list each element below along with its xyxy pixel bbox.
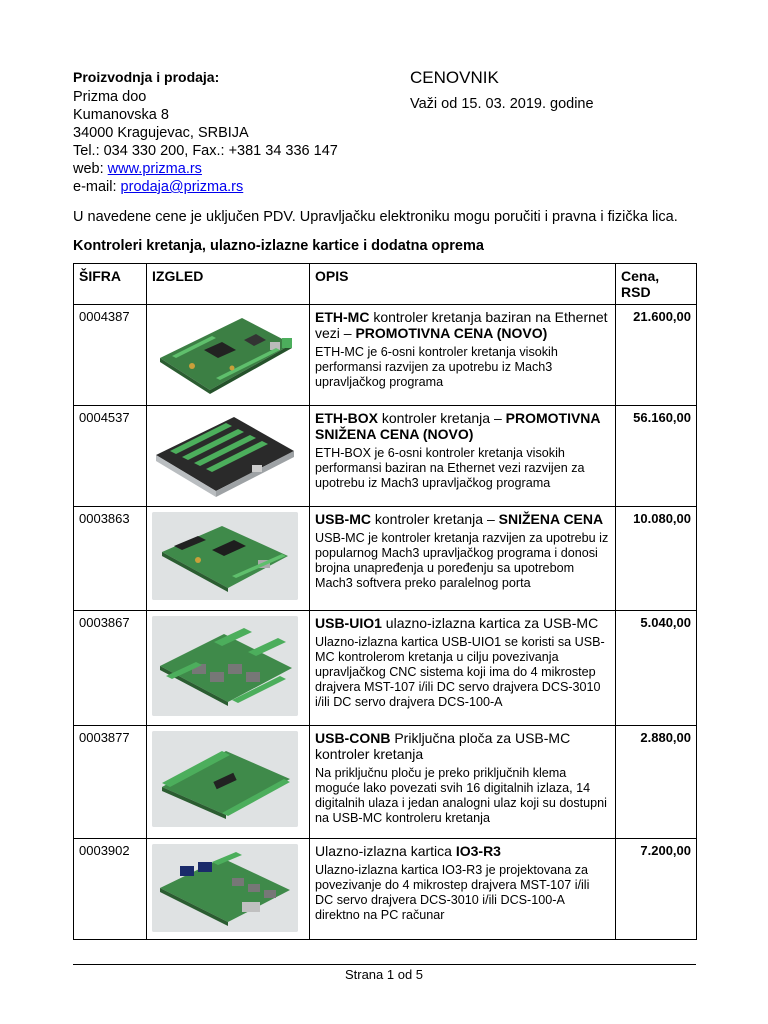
- usb-conb-board-image: [152, 731, 298, 827]
- company-info: [73, 68, 338, 196]
- table-row: [74, 611, 697, 726]
- product-price: 21.600,00: [616, 305, 697, 406]
- product-image-cell: [147, 305, 310, 406]
- product-image-cell: [147, 507, 310, 611]
- product-price: 10.080,00: [616, 507, 697, 611]
- product-code: 0004537: [74, 406, 147, 507]
- footer-divider: [73, 964, 696, 965]
- product-image-cell: [147, 839, 310, 940]
- product-desc-text: Ulazno-izlazna kartica USB-UIO1 se koristi sa USB-MC kontrolerom kretanja u cilju povezivanja upravljačkog CNC sistema koji ima do 4 mikrostep drajvera MST-107 i/ili DC servo drajvera DCS-3010 i/ili DC servo drajvera DCS-100-A: [315, 635, 605, 709]
- header-image: IZGLED: [147, 264, 310, 305]
- product-title: [315, 730, 610, 762]
- product-description: [310, 611, 616, 726]
- product-title-text: kontroler kretanja –: [378, 410, 506, 426]
- eth-mc-board-image: [152, 310, 298, 398]
- web-link[interactable]: www.prizma.rs: [107, 161, 202, 177]
- table-row: [74, 839, 697, 940]
- product-code: 0004387: [74, 305, 147, 406]
- product-description: [310, 839, 616, 940]
- product-desc-text: ETH-MC je 6-osni kontroler kretanja visokih performansi razvijen za upotrebu iz Mach3 upravljačkog programa: [315, 345, 558, 389]
- product-promo: PROMOTIVNA CENA (NOVO): [355, 325, 548, 341]
- product-image-cell: [147, 726, 310, 839]
- header-desc: OPIS: [310, 264, 616, 305]
- intro-text: U navedene cene je uključen PDV. Upravljačku elektroniku mogu poručiti i pravna i fizička lica.: [73, 209, 678, 225]
- product-description: [310, 406, 616, 507]
- product-code: 0003877: [74, 726, 147, 839]
- product-title-text: kontroler kretanja –: [371, 511, 499, 527]
- product-name: ETH-BOX: [315, 410, 378, 426]
- company-heading: Proizvodnja i prodaja:: [73, 69, 220, 85]
- io3-r3-board-image: [152, 844, 298, 932]
- pricelist-valid-date: Važi od 15. 03. 2019. godine: [410, 96, 594, 112]
- company-city: 34000 Kragujevac, SRBIJA: [73, 125, 249, 141]
- company-street: Kumanovska 8: [73, 107, 169, 123]
- product-price: 56.160,00: [616, 406, 697, 507]
- company-phone: Tel.: 034 330 200, Fax.: +381 34 336 147: [73, 143, 338, 159]
- product-title: [315, 410, 610, 442]
- product-code: 0003863: [74, 507, 147, 611]
- page-number: Strana 1 od 5: [344, 967, 424, 982]
- product-title: [315, 615, 610, 631]
- pricelist-header: [410, 67, 594, 112]
- product-promo: SNIŽENA CENA: [498, 511, 604, 527]
- product-desc-text: Ulazno-izlazna kartica IO3-R3 je projektovana za povezivanje do 4 mikrostep drajvera MST-107 i/ili DC servo drajvera DCS-3010 i/ili DCS-100-A direktno na PC računar: [315, 863, 590, 922]
- product-description: [310, 305, 616, 406]
- product-title-text: Priključna ploča za USB-MC kontroler kretanja: [315, 730, 571, 762]
- product-title-text: Ulazno-izlazna kartica: [315, 843, 456, 859]
- usb-mc-board-image: [152, 512, 298, 600]
- header-price: Cena, RSD: [616, 264, 697, 305]
- product-image-cell: [147, 611, 310, 726]
- product-title: [315, 309, 610, 341]
- product-table: [73, 263, 697, 940]
- eth-box-image: [152, 411, 298, 499]
- product-title: [315, 843, 610, 859]
- product-title: [315, 511, 610, 527]
- header-code: ŠIFRA: [74, 264, 147, 305]
- product-name: ETH-MC: [315, 309, 370, 325]
- pricelist-title: CENOVNIK: [410, 68, 499, 87]
- product-image-cell: [147, 406, 310, 507]
- product-price: 2.880,00: [616, 726, 697, 839]
- table-row: [74, 726, 697, 839]
- product-desc-text: USB-MC je kontroler kretanja razvijen za upotrebu iz popularnog Mach3 upravljačkog programa i donosi brojna unapređenja u poređenju sa upotrebom Mach3 softvera preko paralelnog porta: [315, 531, 609, 590]
- product-desc-text: Na priključnu ploču je preko priključnih klema moguće lako povezati svih 16 digitalnih izlaza, 14 digitalnih ulaza i jedan analogni ulaz koji su dostupni na USB-MC kontroleru kretanja: [315, 766, 607, 825]
- product-desc-text: ETH-BOX je 6-osni kontroler kretanja visokih performansi baziran na Ethernet vezi razvijen za upotrebu iz Mach3 upravljačkog programa: [315, 446, 585, 490]
- web-label: web:: [73, 161, 108, 177]
- product-title-text: ulazno-izlazna kartica za USB-MC: [381, 615, 599, 631]
- product-name: USB-CONB: [315, 730, 391, 746]
- table-row: [74, 507, 697, 611]
- product-name: USB-UIO1: [315, 615, 382, 631]
- email-link[interactable]: prodaja@prizma.rs: [120, 179, 244, 195]
- company-web: [73, 160, 338, 178]
- product-code: 0003867: [74, 611, 147, 726]
- product-code: 0003902: [74, 839, 147, 940]
- product-price: 7.200,00: [616, 839, 697, 940]
- product-description: [310, 507, 616, 611]
- company-name: Prizma doo: [73, 89, 147, 105]
- product-promo: PROMOTIVNA SNIŽENA CENA (NOVO): [315, 410, 600, 442]
- product-description: [310, 726, 616, 839]
- table-row: [74, 305, 697, 406]
- email-label: e-mail:: [73, 179, 121, 195]
- product-name: USB-MC: [315, 511, 371, 527]
- product-title-text: kontroler kretanja baziran na Ethernet vezi –: [315, 309, 608, 341]
- table-header-row: [74, 264, 697, 305]
- table-row: [74, 406, 697, 507]
- product-price: 5.040,00: [616, 611, 697, 726]
- product-promo: IO3-R3: [455, 843, 501, 859]
- section-title: Kontroleri kretanja, ulazno-izlazne kartice i dodatna oprema: [73, 238, 484, 254]
- company-email: [73, 178, 338, 196]
- usb-uio1-board-image: [152, 616, 298, 716]
